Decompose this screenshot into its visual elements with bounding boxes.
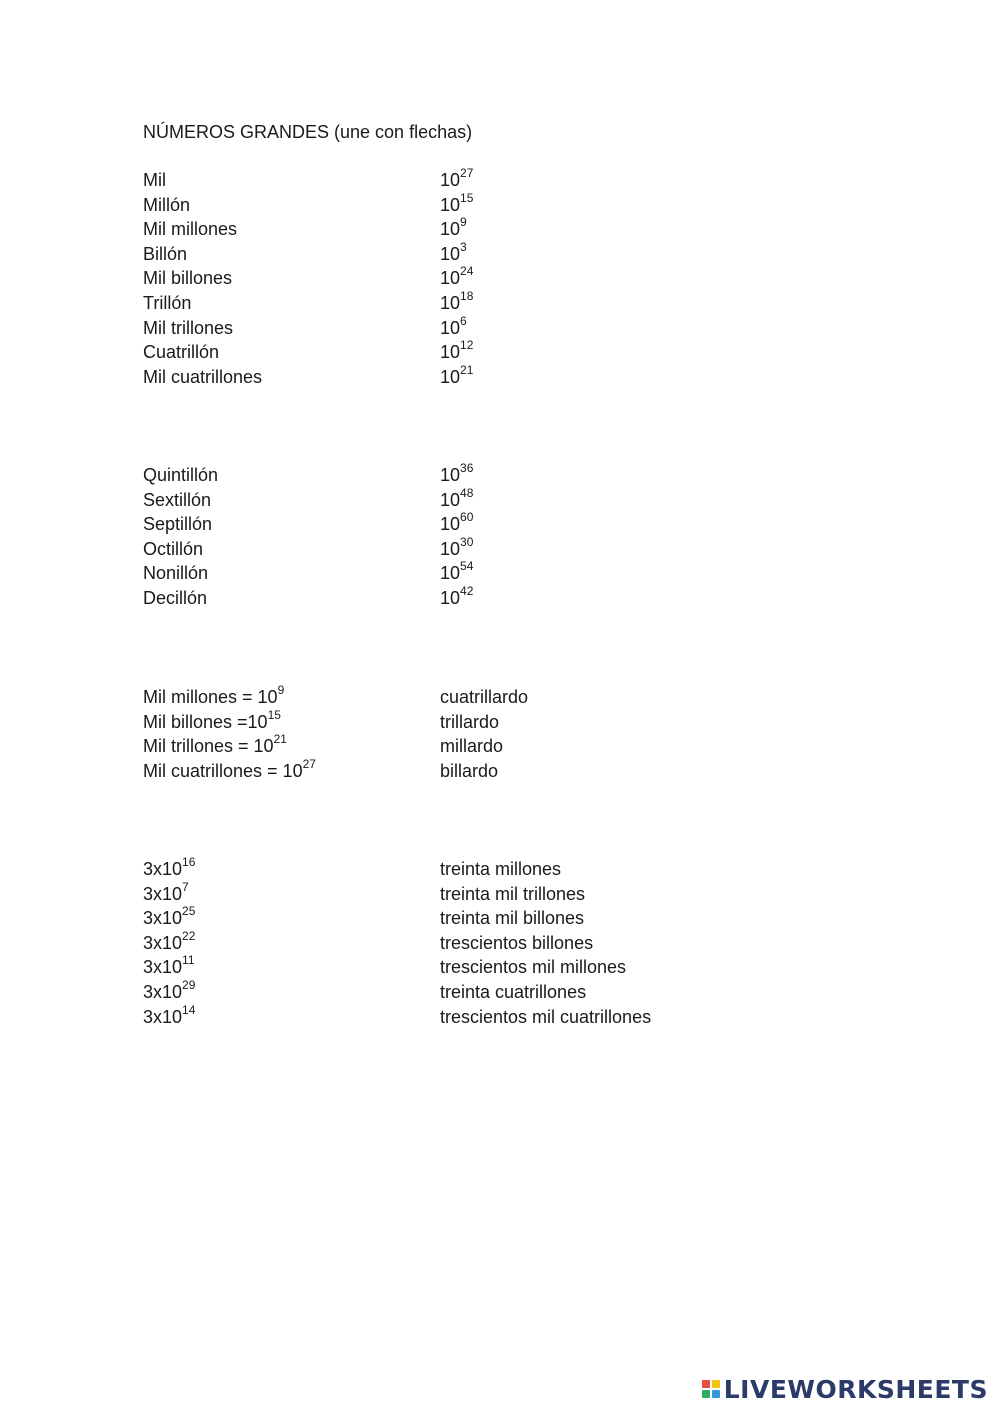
expression-exponent: 15 [267,707,281,722]
power-base: 10 [440,538,461,559]
number-name: Nonillón [143,563,209,584]
list-item [143,955,843,980]
page-title: NÚMEROS GRANDES (une con flechas) [143,122,473,142]
list-item [143,734,843,759]
list-item [143,977,843,1005]
number-name: Decillón [143,587,208,608]
expression-exponent: 25 [182,904,196,919]
power-value [440,534,474,562]
power-exponent: 48 [460,485,474,500]
power-base: 10 [440,587,461,608]
list-item [143,239,843,267]
expression-exponent: 16 [182,855,196,869]
expression-exponent: 9 [277,683,285,697]
number-name: Mil billones [143,268,233,289]
power-value [440,583,474,611]
expression-base: Mil billones =10 [143,711,268,732]
power-value [440,288,474,316]
list-item [143,362,843,390]
power-value [440,217,467,242]
expression-exponent: 14 [182,1002,196,1017]
power-value [440,463,473,488]
power-exponent: 30 [460,534,474,549]
list-item [143,857,843,882]
power-base: 10 [440,465,461,485]
left-expression [143,685,284,710]
logo-square [702,1390,710,1398]
power-exponent: 60 [460,510,474,525]
number-name: Trillón [143,292,192,313]
list-item [143,512,843,537]
left-expression [143,977,196,1005]
number-name: Octillón [143,538,204,559]
power-exponent: 12 [460,338,474,353]
number-name: Sextillón [143,489,212,510]
power-value [440,561,473,586]
power-base: 10 [440,268,461,289]
liveworksheets-logo [702,1374,988,1404]
power-exponent: 9 [460,215,467,230]
expression-base: 3x10 [143,883,183,904]
word-value: treinta mil trillones [440,883,586,904]
scientific-notation-block [143,857,843,1029]
large-names-block [143,463,843,611]
list-item [143,313,843,341]
list-item [143,707,843,735]
power-value [440,340,473,365]
list-item [143,906,843,931]
power-value [440,313,467,341]
left-expression [143,756,316,784]
list-item [143,1002,843,1030]
power-base: 10 [440,563,461,584]
power-value [440,266,473,291]
expression-base: 3x10 [143,932,183,953]
left-expression [143,955,195,980]
power-exponent: 6 [460,313,467,328]
list-item [143,266,843,291]
power-exponent: 24 [460,264,474,279]
expression-exponent: 7 [182,879,189,894]
power-base: 10 [440,194,461,215]
power-exponent: 54 [460,559,474,574]
expression-exponent: 22 [182,928,196,943]
expression-base: 3x10 [143,957,183,978]
expression-exponent: 29 [182,977,196,992]
power-exponent: 36 [460,461,474,475]
list-item [143,879,843,907]
expression-base: 3x10 [143,1006,183,1027]
expression-base: Mil trillones = 10 [143,736,274,757]
power-value [440,362,474,390]
power-base: 10 [440,342,461,363]
word-value: trescientos mil cuatrillones [440,1006,652,1027]
power-value [440,190,474,218]
expression-exponent: 11 [182,953,195,968]
list-item [143,340,843,365]
word-value: millardo [440,736,504,757]
word-value: trillardo [440,711,500,732]
left-expression [143,734,287,759]
power-base: 10 [440,292,461,313]
list-item [143,217,843,242]
power-exponent: 18 [460,288,474,303]
word-value: cuatrillardo [440,687,529,707]
number-name: Mil [143,170,166,190]
power-exponent: 27 [460,166,474,180]
word-value: treinta millones [440,859,562,879]
power-base: 10 [440,243,461,264]
left-expression [143,928,196,956]
number-name: Billón [143,243,188,264]
logo-square [712,1390,720,1398]
power-exponent: 3 [460,239,467,254]
power-base: 10 [440,170,461,190]
illion-ardo-block [143,685,843,783]
list-item [143,561,843,586]
power-value [440,485,474,513]
expression-exponent: 27 [302,756,316,771]
number-name: Mil trillones [143,317,234,338]
word-value: billardo [440,760,499,781]
left-expression [143,906,195,931]
expression-exponent: 21 [273,732,287,747]
power-value [440,512,473,537]
list-item [143,756,843,784]
power-value [440,168,473,193]
number-name: Quintillón [143,465,219,485]
logo-square [702,1380,710,1388]
power-exponent: 21 [460,362,474,377]
left-expression [143,1002,196,1030]
logo-square [712,1380,720,1388]
list-item [143,583,843,611]
list-item [143,534,843,562]
word-value: trescientos billones [440,932,594,953]
power-base: 10 [440,514,461,535]
number-name: Cuatrillón [143,342,220,363]
expression-base: Mil cuatrillones = 10 [143,760,303,781]
word-value: treinta mil billones [440,908,585,929]
logo-mark-icon [702,1380,720,1398]
list-item [143,288,843,316]
left-expression [143,879,189,907]
list-item [143,190,843,218]
list-item [143,928,843,956]
expression-base: 3x10 [143,908,183,929]
power-base: 10 [440,219,461,240]
power-base: 10 [440,317,461,338]
power-base: 10 [440,489,461,510]
power-value [440,239,467,267]
power-base: 10 [440,366,461,387]
expression-base: 3x10 [143,859,183,879]
number-name: Millón [143,194,191,215]
number-name: Mil cuatrillones [143,366,263,387]
power-exponent: 42 [460,583,474,598]
logo-text: LIVEWORKSHEETS [723,1374,988,1404]
expression-base: 3x10 [143,981,183,1002]
list-item [143,168,843,193]
left-expression [143,857,195,882]
power-exponent: 15 [460,190,474,205]
powers-names-block [143,168,843,389]
word-value: treinta cuatrillones [440,981,587,1002]
list-item [143,685,843,710]
left-expression [143,707,281,735]
list-item [143,463,843,488]
list-item [143,485,843,513]
expression-base: Mil millones = 10 [143,687,278,707]
word-value: trescientos mil millones [440,957,627,978]
number-name: Septillón [143,514,213,535]
number-name: Mil millones [143,219,238,240]
